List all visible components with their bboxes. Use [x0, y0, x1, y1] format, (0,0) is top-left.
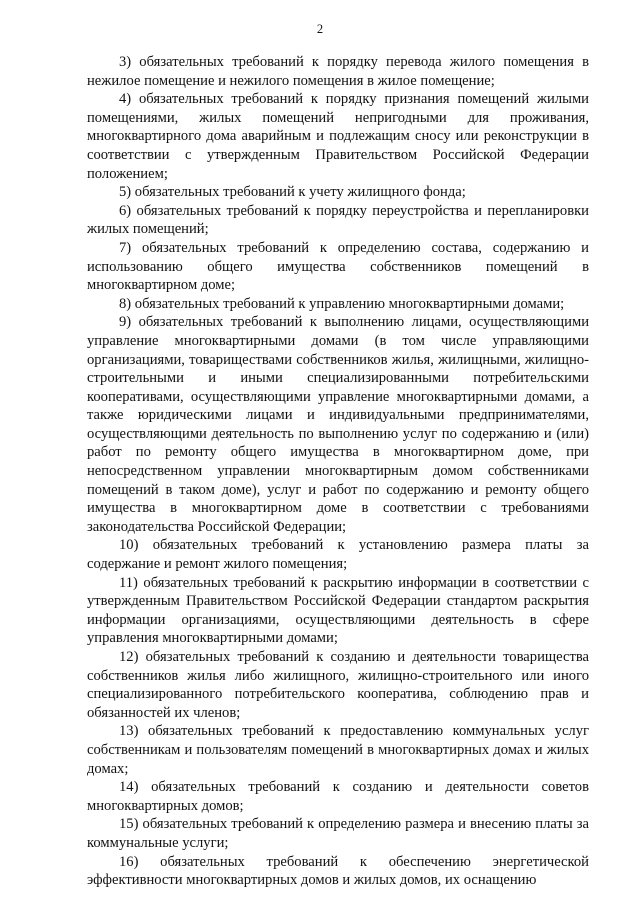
paragraph-item-5: 5) обязательных требований к учету жилищного фонда;: [119, 184, 466, 201]
document-body: [87, 53, 589, 890]
paragraph-item-14: 14) обязательных требований к созданию и деятельности советов многоквартирных домов;: [87, 779, 589, 814]
paragraph-item-9: 9) обязательных требований к выполнению лицами, осуществляющими управление многоквартирными домами (в том числе управляющими организациями, товариществами собственников жилья, жилищными, жилищно-строительными и иными специализированными потребительскими кооперативами, осуществляющими управление многоквартирными домами, а также юридическими лицами и индивидуальными предпринимателями, осуществляющими деятельность по выполнению услуг по содержанию и (или) работ по ремонту общего имущества в многоквартирном доме, при непосредственном управлении многоквартирным домом собственниками помещений в таком доме), услуг и работ по содержанию и ремонту общего имущества в многоквартирном доме в соответствии с требованиями законодательства Российской Федерации;: [87, 314, 589, 535]
paragraph-item-16: 16) обязательных требований к обеспечению энергетической эффективности многоквартирных домов и жилых домов, их оснащению: [87, 853, 589, 889]
page-number: 2: [316, 22, 324, 36]
paragraph-item-7: 7) обязательных требований к определению состава, содержанию и использованию общего имущества собственников помещений в многоквартирном доме;: [87, 239, 589, 294]
paragraph-item-11: 11) обязательных требований к раскрытию информации в соответствии с утвержденным Правительством Российской Федерации стандартом раскрытия информации организациями, осуществляющими деятельность в сфере управления многоквартирными домами;: [87, 574, 589, 647]
paragraph-item-13: 13) обязательных требований к предоставлению коммунальных услуг собственникам и пользователям помещений в многоквартирных домах и жилых домах;: [87, 723, 589, 777]
paragraph-item-12: 12) обязательных требований к созданию и деятельности товарищества собственников жилья либо жилищного, жилищно-строительного или иного специализированного потребительского кооператива, соблюдению прав и обязанностей их членов;: [87, 649, 589, 721]
paragraph-item-3: 3) обязательных требований к порядку перевода жилого помещения в нежилое помещение и нежилого помещения в жилое помещение;: [87, 54, 589, 89]
paragraph-item-4: 4) обязательных требований к порядку признания помещений жилыми помещениями, жилых помещений непригодными для проживания, многоквартирного дома аварийным и подлежащим сносу или реконструкции в соответствии с утвержденным Правительством Российской Федерации положением;: [87, 91, 589, 182]
paragraph-item-8: 8) обязательных требований к управлению многоквартирными домами;: [119, 295, 565, 312]
paragraph-item-6: 6) обязательных требований к порядку переустройства и перепланировки жилых помещений;: [87, 202, 589, 238]
paragraph-item-10: 10) обязательных требований к установлению размера платы за содержание и ремонт жилого помещения;: [87, 537, 589, 573]
paragraph-item-15: 15) обязательных требований к определению размера и внесению платы за коммунальные услуги;: [87, 816, 589, 851]
